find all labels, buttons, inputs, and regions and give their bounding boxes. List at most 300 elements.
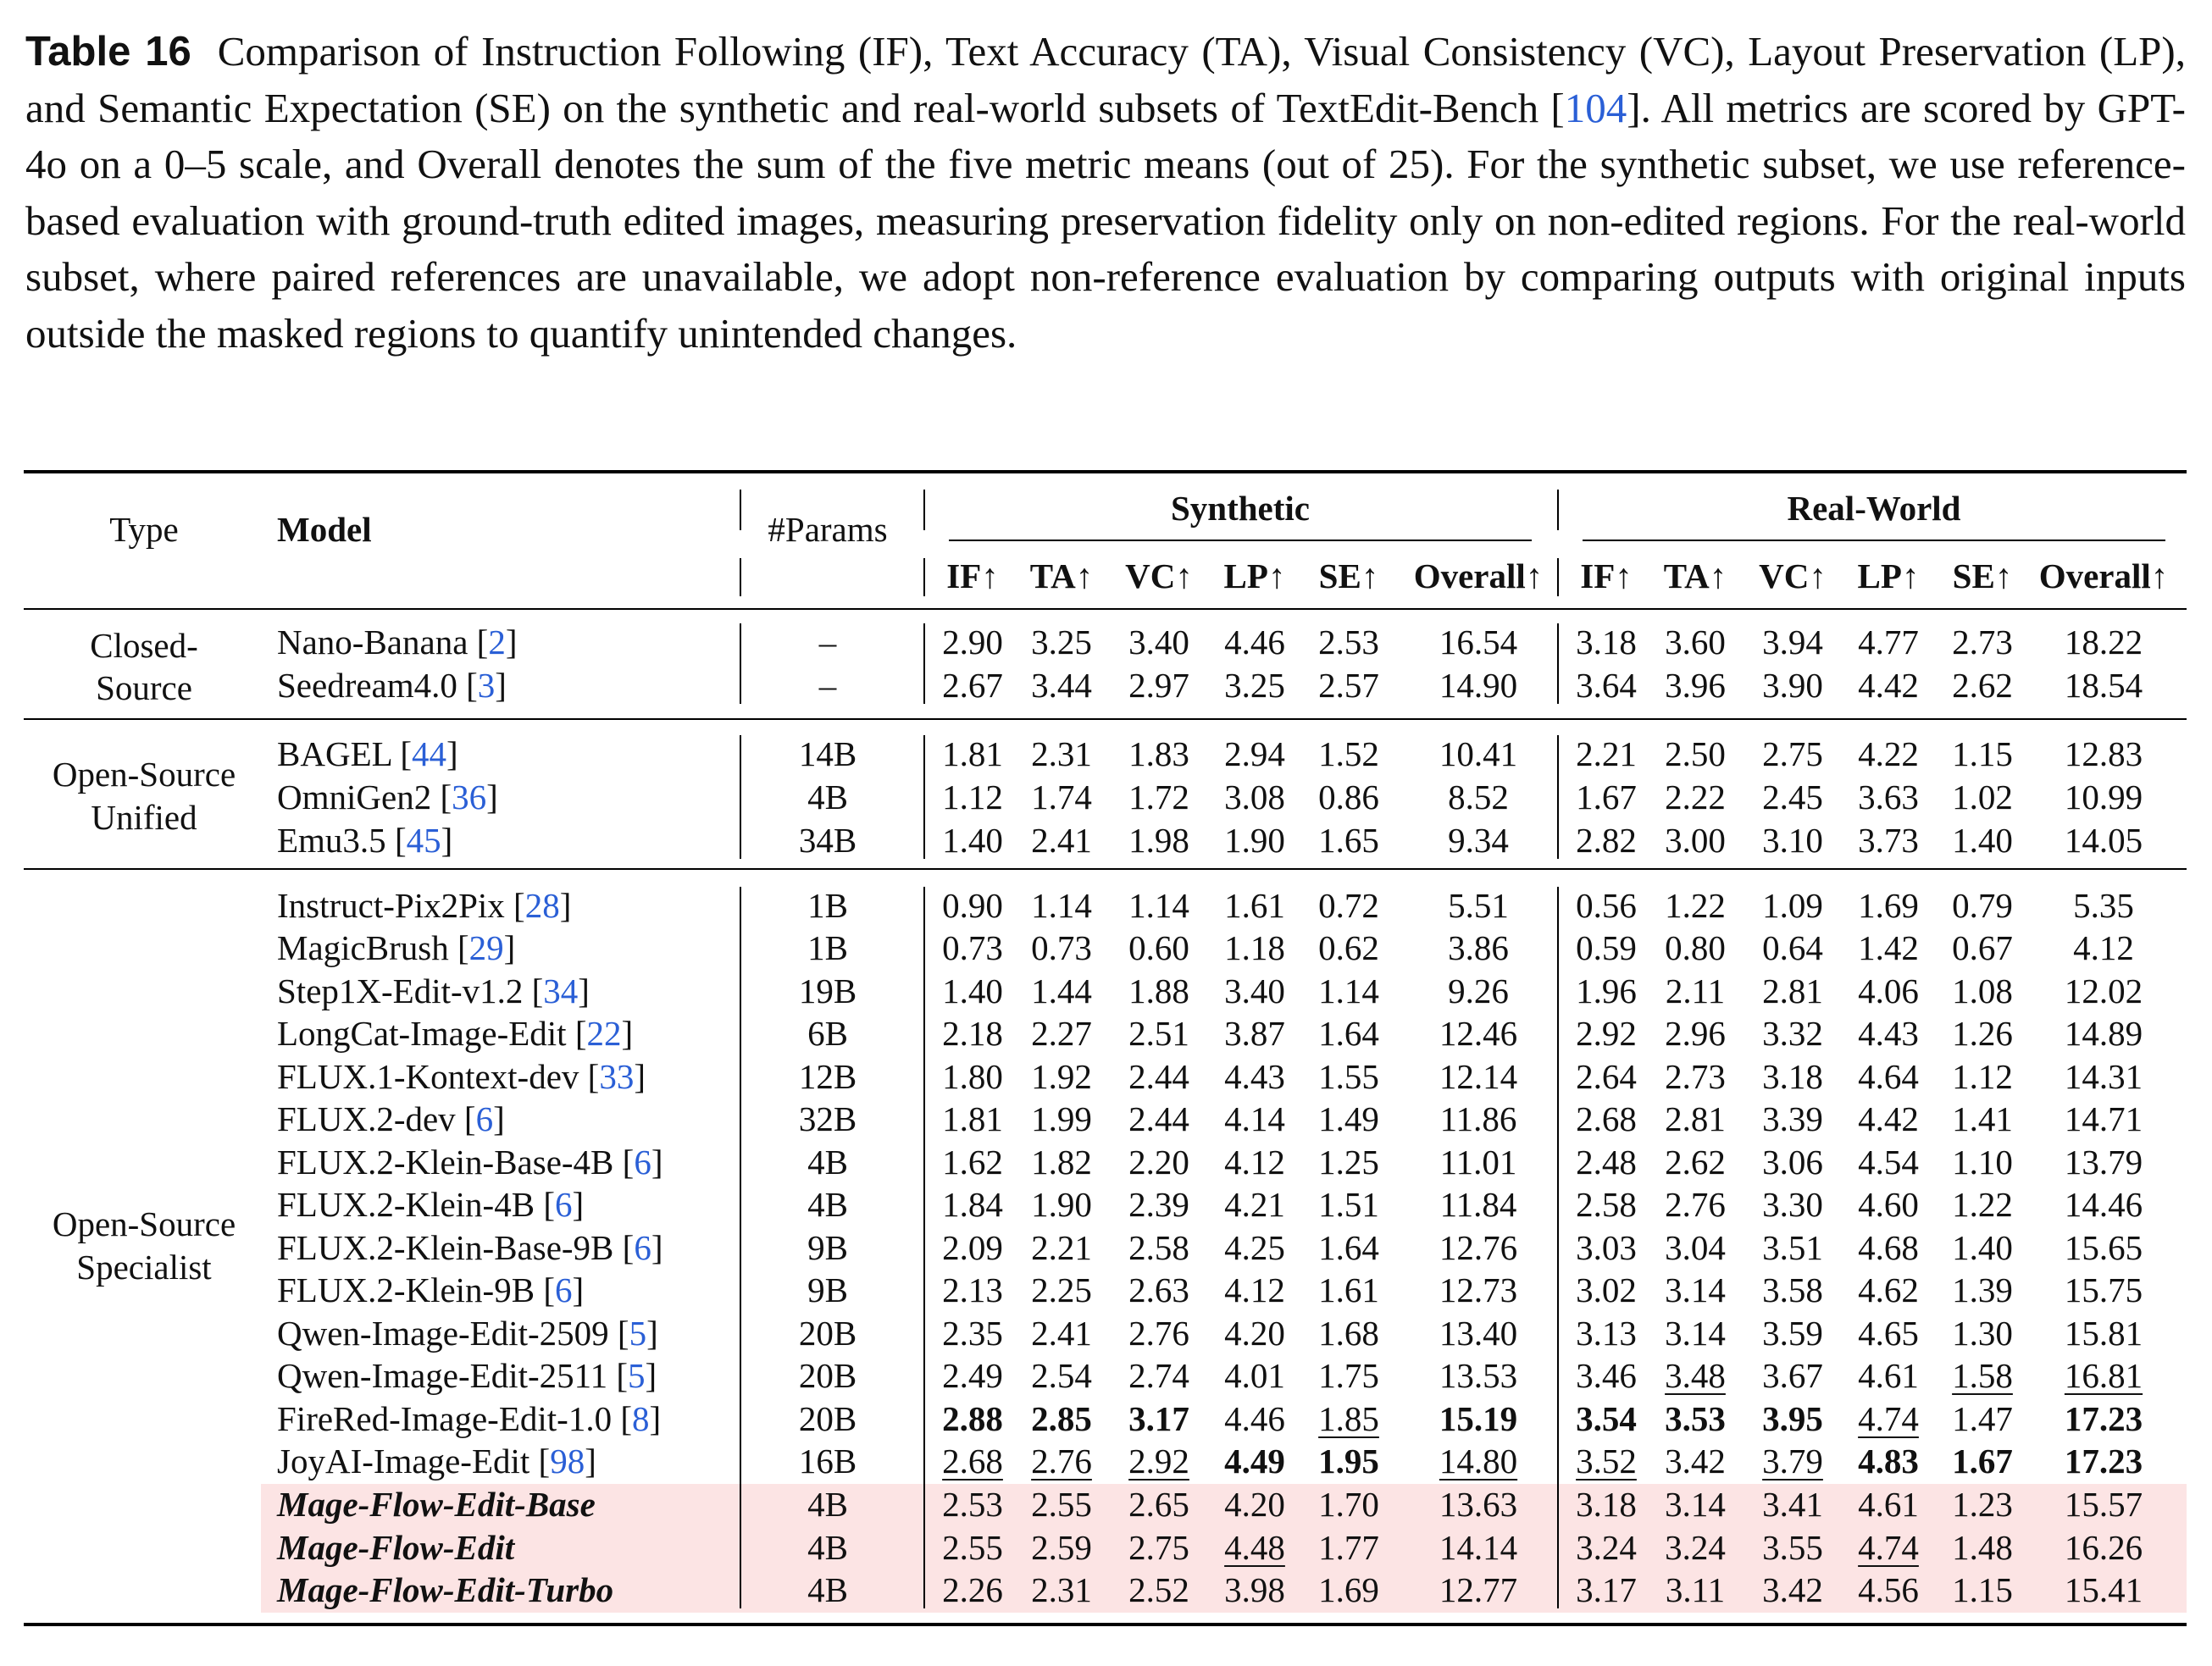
citation-link[interactable]: 5 bbox=[628, 1356, 646, 1395]
real-world-score-cell: 12.02 bbox=[2064, 971, 2143, 1010]
synthetic-score-cell: 4.12 bbox=[1224, 1270, 1285, 1309]
model-name-text: Step1X-Edit-v1.2 bbox=[277, 971, 524, 1010]
synthetic-metric-header: IF↑ bbox=[946, 556, 999, 595]
citation-bracket: [ bbox=[607, 1356, 629, 1395]
model-name-text: BAGEL bbox=[277, 734, 392, 773]
real-world-score-cell: 16.26 bbox=[2064, 1528, 2143, 1567]
citation-link[interactable]: 2 bbox=[488, 623, 506, 661]
synthetic-score-cell: 9.26 bbox=[1448, 971, 1509, 1010]
synthetic-score-cell: 1.40 bbox=[942, 821, 1003, 860]
real-world-score-cell: 10.99 bbox=[2064, 778, 2143, 816]
real-world-score-cell: 1.67 bbox=[1576, 778, 1637, 816]
real-world-score-cell: 14.05 bbox=[2064, 821, 2143, 860]
synthetic-score-cell: 1.14 bbox=[1031, 886, 1092, 925]
real-world-score-cell: 3.30 bbox=[1762, 1185, 1823, 1224]
citation-bracket: [ bbox=[523, 971, 544, 1010]
header-rule bbox=[24, 608, 2187, 610]
real-world-score-cell: 3.58 bbox=[1762, 1270, 1823, 1309]
real-world-score-cell: 3.03 bbox=[1576, 1228, 1637, 1267]
model-name bbox=[277, 1013, 633, 1054]
citation-link[interactable]: 98 bbox=[550, 1442, 585, 1481]
model-name bbox=[277, 1099, 505, 1139]
real-world-score-cell: 1.41 bbox=[1952, 1099, 2013, 1138]
citation-bracket: [ bbox=[579, 1057, 600, 1096]
real-world-score-cell: 1.22 bbox=[1952, 1185, 2013, 1224]
citation-bracket: ] bbox=[572, 1270, 585, 1309]
synthetic-score-cell: 1.61 bbox=[1318, 1270, 1379, 1309]
real-world-score-cell: 3.42 bbox=[1762, 1570, 1823, 1609]
model-name-text: JoyAI-Image-Edit bbox=[277, 1442, 530, 1481]
real-world-score-cell: 1.15 bbox=[1952, 734, 2013, 773]
synthetic-score-cell: 2.25 bbox=[1031, 1270, 1092, 1309]
model-name bbox=[277, 622, 517, 662]
real-world-score-cell: 14.46 bbox=[2064, 1185, 2143, 1224]
real-world-score-cell: 1.48 bbox=[1952, 1528, 2013, 1567]
synthetic-score-cell: 3.25 bbox=[1224, 666, 1285, 705]
synthetic-score-cell: 14.90 bbox=[1439, 666, 1518, 705]
params-cell: 14B bbox=[798, 734, 857, 773]
synthetic-score-cell: 1.82 bbox=[1031, 1143, 1092, 1182]
real-world-score-cell: 3.67 bbox=[1762, 1356, 1823, 1395]
synthetic-score-cell: 1.55 bbox=[1318, 1057, 1379, 1096]
real-world-score-cell: 4.56 bbox=[1858, 1570, 1919, 1609]
real-world-metric-header: IF↑ bbox=[1580, 556, 1633, 595]
model-name bbox=[277, 971, 590, 1011]
synthetic-score-cell: 1.75 bbox=[1318, 1356, 1379, 1395]
synthetic-score-cell: 2.44 bbox=[1128, 1099, 1189, 1138]
params-cell: 12B bbox=[798, 1057, 857, 1096]
real-world-score-cell: 2.92 bbox=[1576, 1014, 1637, 1053]
model-name-text: Qwen-Image-Edit-2511 bbox=[277, 1356, 608, 1395]
synthetic-score-cell: 1.77 bbox=[1318, 1528, 1379, 1567]
real-world-score-cell: 15.65 bbox=[2064, 1228, 2143, 1267]
model-name bbox=[277, 665, 507, 706]
header-divider-bottom bbox=[923, 558, 925, 596]
synthetic-score-cell: 3.40 bbox=[1128, 623, 1189, 661]
real-world-score-cell: 2.96 bbox=[1665, 1014, 1726, 1053]
caption-citation-link[interactable]: 104 bbox=[1564, 84, 1627, 131]
model-name-text: Mage-Flow-Edit bbox=[277, 1528, 515, 1567]
synthetic-score-cell: 2.68 bbox=[942, 1442, 1003, 1481]
real-world-score-cell: 0.80 bbox=[1665, 928, 1726, 967]
real-world-score-cell: 1.02 bbox=[1952, 778, 2013, 816]
real-world-score-cell: 0.67 bbox=[1952, 928, 2013, 967]
citation-bracket: ] bbox=[578, 971, 590, 1010]
column-divider bbox=[923, 623, 925, 704]
model-name-text: FLUX.2-Klein-9B bbox=[277, 1270, 535, 1309]
synthetic-score-cell: 12.14 bbox=[1439, 1057, 1518, 1096]
citation-bracket: [ bbox=[608, 1314, 629, 1353]
real-world-score-cell: 1.08 bbox=[1952, 971, 2013, 1010]
citation-bracket: [ bbox=[504, 886, 525, 925]
citation-bracket: [ bbox=[448, 928, 469, 967]
real-world-score-cell: 2.73 bbox=[1665, 1057, 1726, 1096]
real-world-score-cell: 3.64 bbox=[1576, 666, 1637, 705]
real-world-score-cell: 3.13 bbox=[1576, 1314, 1637, 1353]
model-name-text: LongCat-Image-Edit bbox=[277, 1014, 567, 1053]
params-cell: 4B bbox=[807, 1485, 848, 1524]
synthetic-score-cell: 13.63 bbox=[1439, 1485, 1518, 1524]
real-world-score-cell: 3.18 bbox=[1762, 1057, 1823, 1096]
citation-link[interactable]: 3 bbox=[477, 666, 496, 705]
synthetic-score-cell: 4.25 bbox=[1224, 1228, 1285, 1267]
mage-model-name bbox=[277, 1484, 596, 1525]
citation-bracket: ] bbox=[645, 1356, 657, 1395]
citation-bracket: ] bbox=[572, 1185, 585, 1224]
header-divider-top bbox=[923, 490, 925, 530]
real-world-score-cell: 4.43 bbox=[1858, 1014, 1919, 1053]
real-world-score-cell: 1.09 bbox=[1762, 886, 1823, 925]
synthetic-score-cell: 1.49 bbox=[1318, 1099, 1379, 1138]
synthetic-score-cell: 1.85 bbox=[1318, 1399, 1379, 1438]
synthetic-score-cell: 2.41 bbox=[1031, 1314, 1092, 1353]
real-world-score-cell: 14.89 bbox=[2064, 1014, 2143, 1053]
real-world-score-cell: 3.52 bbox=[1576, 1442, 1637, 1481]
synthetic-score-cell: 4.49 bbox=[1224, 1442, 1285, 1481]
synthetic-score-cell: 2.41 bbox=[1031, 821, 1092, 860]
real-world-score-cell: 3.55 bbox=[1762, 1528, 1823, 1567]
synthetic-score-cell: 10.41 bbox=[1439, 734, 1518, 773]
column-divider bbox=[740, 735, 741, 859]
column-divider bbox=[740, 887, 741, 1608]
citation-bracket: [ bbox=[391, 734, 413, 773]
real-world-score-cell: 1.39 bbox=[1952, 1270, 2013, 1309]
model-name-text: Mage-Flow-Edit-Base bbox=[277, 1485, 596, 1524]
real-world-score-cell: 3.95 bbox=[1762, 1399, 1823, 1438]
model-name-text: FLUX.2-Klein-4B bbox=[277, 1185, 535, 1224]
real-world-score-cell: 2.62 bbox=[1952, 666, 2013, 705]
synthetic-score-cell: 5.51 bbox=[1448, 886, 1509, 925]
synthetic-score-cell: 14.14 bbox=[1439, 1528, 1518, 1567]
real-world-score-cell: 0.56 bbox=[1576, 886, 1637, 925]
real-world-metric-header: Overall↑ bbox=[2038, 556, 2169, 595]
synthetic-score-cell: 2.59 bbox=[1031, 1528, 1092, 1567]
synthetic-score-cell: 1.84 bbox=[942, 1185, 1003, 1224]
real-world-score-cell: 4.61 bbox=[1858, 1356, 1919, 1395]
synthetic-score-cell: 2.92 bbox=[1128, 1442, 1189, 1481]
model-name-text: Emu3.5 bbox=[277, 821, 386, 860]
model-name bbox=[277, 1142, 662, 1182]
group-label-line1: Open-Source bbox=[52, 1204, 236, 1243]
model-name-text: Mage-Flow-Edit-Turbo bbox=[277, 1570, 614, 1609]
synthetic-score-cell: 3.25 bbox=[1031, 623, 1092, 661]
synthetic-score-cell: 1.81 bbox=[942, 1099, 1003, 1138]
citation-bracket: ] bbox=[505, 623, 518, 661]
real-world-score-cell: 3.14 bbox=[1665, 1485, 1726, 1524]
synthetic-score-cell: 4.01 bbox=[1224, 1356, 1285, 1395]
params-cell: 4B bbox=[807, 1570, 848, 1609]
real-world-score-cell: 2.68 bbox=[1576, 1099, 1637, 1138]
citation-link[interactable]: 28 bbox=[524, 886, 560, 925]
real-world-score-cell: 2.48 bbox=[1576, 1143, 1637, 1182]
synthetic-score-cell: 0.73 bbox=[1031, 928, 1092, 967]
group-label-line2: Source bbox=[96, 668, 192, 707]
synthetic-score-cell: 0.62 bbox=[1318, 928, 1379, 967]
real-world-score-cell: 3.04 bbox=[1665, 1228, 1726, 1267]
real-world-score-cell: 2.73 bbox=[1952, 623, 2013, 661]
synthetic-score-cell: 2.20 bbox=[1128, 1143, 1189, 1182]
synthetic-score-cell: 1.51 bbox=[1318, 1185, 1379, 1224]
real-world-score-cell: 1.23 bbox=[1952, 1485, 2013, 1524]
synthetic-metric-header: TA↑ bbox=[1029, 556, 1094, 595]
citation-link[interactable]: 6 bbox=[634, 1228, 651, 1267]
citation-bracket: [ bbox=[468, 623, 489, 661]
citation-link[interactable]: 8 bbox=[631, 1399, 650, 1438]
citation-link[interactable]: 33 bbox=[599, 1057, 635, 1096]
real-world-score-cell: 3.14 bbox=[1665, 1314, 1726, 1353]
synthetic-score-cell: 2.31 bbox=[1031, 1570, 1092, 1609]
real-world-score-cell: 4.64 bbox=[1858, 1057, 1919, 1096]
synthetic-score-cell: 2.65 bbox=[1128, 1485, 1189, 1524]
real-world-score-cell: 3.32 bbox=[1762, 1014, 1823, 1053]
params-cell: 16B bbox=[798, 1442, 857, 1481]
synthetic-score-cell: 4.43 bbox=[1224, 1057, 1285, 1096]
citation-bracket: [ bbox=[455, 1099, 476, 1138]
synthetic-underline bbox=[949, 540, 1532, 541]
model-name bbox=[277, 777, 498, 817]
citation-bracket: ] bbox=[441, 821, 453, 860]
real-world-score-cell: 16.81 bbox=[2064, 1356, 2143, 1395]
header-divider-top bbox=[1557, 490, 1559, 530]
real-world-score-cell: 2.81 bbox=[1762, 971, 1823, 1010]
synthetic-score-cell: 1.80 bbox=[942, 1057, 1003, 1096]
citation-link[interactable]: 6 bbox=[634, 1143, 651, 1182]
real-world-score-cell: 3.17 bbox=[1576, 1570, 1637, 1609]
synthetic-score-cell: 2.51 bbox=[1128, 1014, 1189, 1053]
synthetic-score-cell: 2.55 bbox=[942, 1528, 1003, 1567]
column-divider bbox=[1557, 623, 1559, 704]
real-world-score-cell: 2.76 bbox=[1665, 1185, 1726, 1224]
synthetic-score-cell: 13.53 bbox=[1439, 1356, 1518, 1395]
citation-bracket: [ bbox=[385, 821, 407, 860]
synthetic-score-cell: 1.61 bbox=[1224, 886, 1285, 925]
citation-bracket: [ bbox=[431, 778, 452, 816]
model-name-text: OmniGen2 bbox=[277, 778, 432, 816]
real-world-score-cell: 1.12 bbox=[1952, 1057, 2013, 1096]
synthetic-score-cell: 1.18 bbox=[1224, 928, 1285, 967]
synthetic-score-cell: 1.83 bbox=[1128, 734, 1189, 773]
params-cell: 9B bbox=[807, 1270, 848, 1309]
real-world-score-cell: 0.79 bbox=[1952, 886, 2013, 925]
synthetic-score-cell: 4.20 bbox=[1224, 1485, 1285, 1524]
synthetic-score-cell: 1.64 bbox=[1318, 1228, 1379, 1267]
real-world-metric-header: TA↑ bbox=[1663, 556, 1727, 595]
model-name-text: FLUX.2-Klein-Base-9B bbox=[277, 1228, 614, 1267]
synthetic-score-cell: 3.87 bbox=[1224, 1014, 1285, 1053]
model-name bbox=[277, 1056, 646, 1097]
real-world-score-cell: 14.31 bbox=[2064, 1057, 2143, 1096]
synthetic-score-cell: 2.39 bbox=[1128, 1185, 1189, 1224]
synthetic-score-cell: 1.14 bbox=[1318, 971, 1379, 1010]
header-divider-bottom bbox=[1557, 558, 1559, 596]
synthetic-score-cell: 2.88 bbox=[942, 1399, 1003, 1438]
real-world-score-cell: 2.62 bbox=[1665, 1143, 1726, 1182]
model-name-text: Nano-Banana bbox=[277, 623, 468, 661]
synthetic-score-cell: 3.17 bbox=[1128, 1399, 1189, 1438]
real-world-score-cell: 2.82 bbox=[1576, 821, 1637, 860]
real-world-score-cell: 2.45 bbox=[1762, 778, 1823, 816]
synthetic-score-cell: 1.72 bbox=[1128, 778, 1189, 816]
real-world-score-cell: 15.41 bbox=[2064, 1570, 2143, 1609]
real-world-score-cell: 3.02 bbox=[1576, 1270, 1637, 1309]
header-divider-top bbox=[740, 490, 741, 530]
synthetic-score-cell: 2.53 bbox=[1318, 623, 1379, 661]
params-cell: 4B bbox=[807, 1143, 848, 1182]
synthetic-score-cell: 2.58 bbox=[1128, 1228, 1189, 1267]
real-world-score-cell: 3.53 bbox=[1665, 1399, 1726, 1438]
synthetic-score-cell: 2.90 bbox=[942, 623, 1003, 661]
model-name bbox=[277, 1355, 657, 1396]
citation-bracket: ] bbox=[503, 928, 516, 967]
synthetic-score-cell: 1.52 bbox=[1318, 734, 1379, 773]
group-label-line2: Unified bbox=[91, 798, 197, 837]
group-rule-1 bbox=[24, 718, 2187, 720]
real-world-score-cell: 17.23 bbox=[2064, 1399, 2143, 1438]
caption-text-part2: ]. All metrics are scored by GPT-4o on a 0–5 scale, and Overall denotes the sum of the five metric means (out of 25). For the synthetic subset, we use reference-based evaluation with ground-truth edited images, measuring preservation fidelity only on non-edited regions. For the real-world subset, where paired references are unavailable, we adopt non-reference evaluation by comparing outputs with original inputs outside the masked regions to quantify unintended changes. bbox=[25, 84, 2186, 357]
model-name bbox=[277, 820, 452, 861]
group-rule-2 bbox=[24, 868, 2187, 870]
real-world-score-cell: 14.71 bbox=[2064, 1099, 2143, 1138]
real-world-score-cell: 4.42 bbox=[1858, 1099, 1919, 1138]
citation-bracket: ] bbox=[446, 734, 458, 773]
synthetic-group-header: Synthetic bbox=[1171, 489, 1310, 528]
synthetic-score-cell: 1.92 bbox=[1031, 1057, 1092, 1096]
real-world-score-cell: 4.22 bbox=[1858, 734, 1919, 773]
real-world-score-cell: 1.96 bbox=[1576, 971, 1637, 1010]
synthetic-metric-header: LP↑ bbox=[1223, 556, 1286, 595]
citation-bracket: [ bbox=[535, 1270, 555, 1309]
citation-bracket: ] bbox=[649, 1399, 662, 1438]
citation-link[interactable]: 34 bbox=[543, 971, 579, 1010]
params-cell: 6B bbox=[807, 1014, 848, 1053]
citation-bracket: ] bbox=[493, 1099, 505, 1138]
real-world-score-cell: 1.22 bbox=[1665, 886, 1726, 925]
citation-bracket: [ bbox=[457, 666, 478, 705]
model-name-text: MagicBrush bbox=[277, 928, 449, 967]
synthetic-metric-header: VC↑ bbox=[1125, 556, 1193, 595]
synthetic-score-cell: 1.12 bbox=[942, 778, 1003, 816]
top-rule bbox=[24, 470, 2187, 473]
real-world-score-cell: 3.48 bbox=[1665, 1356, 1726, 1395]
real-world-score-cell: 3.10 bbox=[1762, 821, 1823, 860]
citation-bracket: ] bbox=[585, 1442, 596, 1481]
real-world-score-cell: 4.12 bbox=[2073, 928, 2134, 967]
synthetic-score-cell: 2.55 bbox=[1031, 1485, 1092, 1524]
model-name-text: FLUX.2-Klein-Base-4B bbox=[277, 1143, 614, 1182]
mage-model-name bbox=[277, 1569, 613, 1610]
real-world-score-cell: 1.58 bbox=[1952, 1356, 2013, 1395]
citation-link[interactable]: 6 bbox=[554, 1185, 573, 1224]
real-world-score-cell: 1.67 bbox=[1952, 1442, 2013, 1481]
synthetic-score-cell: 2.09 bbox=[942, 1228, 1003, 1267]
real-world-score-cell: 3.59 bbox=[1762, 1314, 1823, 1353]
synthetic-score-cell: 3.40 bbox=[1224, 971, 1285, 1010]
model-name-text: Qwen-Image-Edit-2509 bbox=[277, 1314, 609, 1353]
header-divider-bottom bbox=[740, 558, 741, 596]
citation-link[interactable]: 5 bbox=[629, 1314, 647, 1353]
real-world-score-cell: 3.51 bbox=[1762, 1228, 1823, 1267]
real-world-score-cell: 4.65 bbox=[1858, 1314, 1919, 1353]
model-name bbox=[277, 1441, 596, 1481]
citation-link[interactable]: 29 bbox=[468, 928, 504, 967]
synthetic-score-cell: 4.48 bbox=[1224, 1528, 1285, 1567]
real-world-score-cell: 2.11 bbox=[1665, 971, 1726, 1010]
params-cell: 4B bbox=[807, 1528, 848, 1567]
citation-link[interactable]: 45 bbox=[406, 821, 441, 860]
real-world-score-cell: 3.73 bbox=[1858, 821, 1919, 860]
synthetic-score-cell: 0.73 bbox=[942, 928, 1003, 967]
real-world-metric-header: LP↑ bbox=[1857, 556, 1920, 595]
real-world-score-cell: 15.57 bbox=[2064, 1485, 2143, 1524]
citation-link[interactable]: 6 bbox=[554, 1270, 573, 1309]
synthetic-score-cell: 4.12 bbox=[1224, 1143, 1285, 1182]
synthetic-score-cell: 1.69 bbox=[1318, 1570, 1379, 1609]
citation-bracket: ] bbox=[486, 778, 498, 816]
group-label-line1: Open-Source bbox=[52, 755, 236, 794]
citation-link[interactable]: 44 bbox=[412, 734, 447, 773]
real-world-score-cell: 3.90 bbox=[1762, 666, 1823, 705]
table-label: Table 16 bbox=[25, 29, 191, 75]
real-world-underline bbox=[1583, 540, 2165, 541]
real-world-score-cell: 3.41 bbox=[1762, 1485, 1823, 1524]
real-world-score-cell: 3.46 bbox=[1576, 1356, 1637, 1395]
model-name-text: FLUX.1-Kontext-dev bbox=[277, 1057, 579, 1096]
synthetic-score-cell: 2.53 bbox=[942, 1485, 1003, 1524]
synthetic-score-cell: 1.90 bbox=[1224, 821, 1285, 860]
real-world-score-cell: 3.39 bbox=[1762, 1099, 1823, 1138]
real-world-score-cell: 3.24 bbox=[1665, 1528, 1726, 1567]
synthetic-score-cell: 2.18 bbox=[942, 1014, 1003, 1053]
real-world-score-cell: 15.75 bbox=[2064, 1270, 2143, 1309]
real-world-score-cell: 17.23 bbox=[2064, 1442, 2143, 1481]
synthetic-score-cell: 0.86 bbox=[1318, 778, 1379, 816]
citation-bracket: [ bbox=[529, 1442, 551, 1481]
synthetic-score-cell: 2.97 bbox=[1128, 666, 1189, 705]
synthetic-score-cell: 1.81 bbox=[942, 734, 1003, 773]
synthetic-score-cell: 1.64 bbox=[1318, 1014, 1379, 1053]
mage-model-name bbox=[277, 1527, 514, 1568]
synthetic-score-cell: 2.85 bbox=[1031, 1399, 1092, 1438]
synthetic-score-cell: 1.98 bbox=[1128, 821, 1189, 860]
real-world-score-cell: 3.24 bbox=[1576, 1528, 1637, 1567]
citation-link[interactable]: 36 bbox=[452, 778, 487, 816]
params-cell: 32B bbox=[798, 1099, 857, 1138]
synthetic-score-cell: 1.44 bbox=[1031, 971, 1092, 1010]
synthetic-score-cell: 11.86 bbox=[1439, 1099, 1517, 1138]
citation-bracket: ] bbox=[651, 1143, 663, 1182]
citation-link[interactable]: 6 bbox=[475, 1099, 494, 1138]
real-world-metric-header: SE↑ bbox=[1952, 556, 2013, 595]
synthetic-score-cell: 12.76 bbox=[1439, 1228, 1518, 1267]
column-divider bbox=[740, 623, 741, 704]
model-name bbox=[277, 1398, 661, 1439]
citation-link[interactable]: 22 bbox=[586, 1014, 622, 1053]
synthetic-score-cell: 2.31 bbox=[1031, 734, 1092, 773]
synthetic-score-cell: 2.13 bbox=[942, 1270, 1003, 1309]
model-name bbox=[277, 1270, 584, 1310]
params-cell: 34B bbox=[798, 821, 857, 860]
real-world-score-cell: 1.42 bbox=[1858, 928, 1919, 967]
model-name bbox=[277, 733, 458, 774]
real-world-score-cell: 2.64 bbox=[1576, 1057, 1637, 1096]
real-world-score-cell: 3.18 bbox=[1576, 623, 1637, 661]
synthetic-score-cell: 3.98 bbox=[1224, 1570, 1285, 1609]
real-world-score-cell: 2.22 bbox=[1665, 778, 1726, 816]
params-cell: 4B bbox=[807, 778, 848, 816]
synthetic-score-cell: 3.08 bbox=[1224, 778, 1285, 816]
group-label-line2: Specialist bbox=[76, 1248, 212, 1287]
synthetic-score-cell: 1.99 bbox=[1031, 1099, 1092, 1138]
